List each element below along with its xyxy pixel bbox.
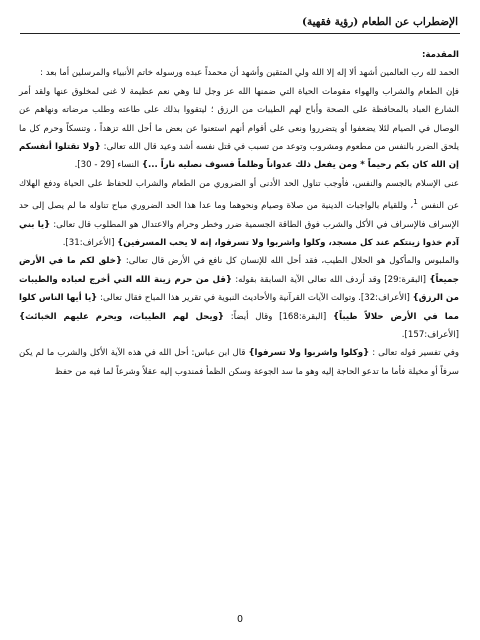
text-run: [البقرة:168] وقال أيضاً:: [224, 311, 334, 322]
paragraph: [19, 344, 459, 381]
text-run: عنى الإسلام بالجسم والنفس، فأوجب تناول الحد الأدنى أو الضروري من الطعام والشراب للحفاظ على الحياة ودفع الهلاك عن النفس: [19, 178, 459, 212]
paragraph: [19, 175, 459, 252]
quran-quote: {قل من حرم زينة الله التي أخرج لعباده والطيبات من الرزق}: [19, 274, 459, 304]
quran-quote: {يا أيها الناس كلوا مما في الأرض حلالاً طيباً}: [19, 293, 460, 322]
quran-quote: {يا بني آدم خذوا زينتكم عند كل مسجد، وكلوا واشربوا ولا تسرفوا، إنه لا يحب المسرفين}: [19, 219, 459, 248]
text-run: الحمد لله رب العالمين أشهد ألا إله إلا الله ولي المتقين وأشهد أن محمداً عبده ورسوله خاتم الأنبياء والمرسلين أما بعد :: [40, 68, 459, 79]
text-run: النساء [29 - 30].: [74, 160, 142, 171]
quran-quote: {وكلوا واشربوا ولا تسرفوا}: [248, 348, 370, 359]
text-run: ، وللقيام بالواجبات الدينية من صلاة وصيام ونحوهما وما عدا هذا الحد الضروري مباح تناوله ما لم يصل إلى حد الإسراف فالإسراف في الأكل والشرب فوق الطاقة الجسمية ضرر وخطر وحرام والاعتدال هو المطلوب قال تعالى:: [19, 201, 459, 230]
text-run: [الأعراف:157].: [401, 329, 459, 340]
paragraph: [19, 252, 459, 344]
text-run: فإن الطعام والشراب والهواء مقومات الحياة التي ضمنها الله عز وجل لنا وهي نعم عظيمة لا غنى لمخلوق عنها ولقد أمر الشارع العباد بالمحافظة على الصحة وأباح لهم الطيبات من الرزق ؛ ليتقووا بذلك على طاعته وطلب مرضاته ونهاهم عن الوصال في الصيام لئلا يضعفوا أو يتضرروا ونعى على أقوام أنهم استعنوا عن بعض ما أحل الله تزهداً ، وتنسكاً وحرم كل ما يلحق الضرر بالنفس من مطعوم ومشروب وتوعد من تسبب في قتل نفسه أشد وعيد قال الله تعالى:: [19, 86, 459, 153]
text-run: قال ابن عباس: أحل الله في هذه الآية الأكل والشرب ما لم يكن سرفاً أو مخيلة فأما ما تدعو الحاجة إليه وهو ما سد الجوعة وسكن الظمأ فمندوب إليه عقلاً وشرعاً لما فيه من حفظ: [19, 348, 459, 377]
text-run: [الأعراف:31].: [62, 237, 118, 248]
text-run: [الأعراف:32]. وتوالت الآيات القرآنية والأحاديث النبوية في تقرير هذا المباح فقال تعالى:: [97, 293, 413, 304]
footnote-marker: 1: [413, 197, 418, 207]
text-run: وفي تفسير قوله تعالى :: [369, 348, 459, 359]
section-heading: المقدمة:: [421, 50, 459, 60]
text-run: [البقرة:29] وقد أردف الله تعالى الآية السابقة بقوله:: [231, 274, 430, 285]
header-rule: [20, 33, 460, 34]
paragraphs: [19, 64, 459, 381]
body-text: [19, 46, 459, 381]
quran-quote: {ويحل لهم الطيبات، ويحرم عليهم الخبائث}: [19, 311, 225, 322]
quran-quote: {خلق لكم ما في الأرض جميعاً}: [19, 256, 459, 285]
running-head: الإضطراب عن الطعام (رؤية فقهية): [301, 16, 458, 28]
page-number: 0: [236, 614, 244, 625]
quran-quote: {ولا تقتلوا أنفسكم إن الله كان بكم رحيماً * ومن يفعل ذلك عدواناً وظلماً فسوف نصليه ناراً ...}: [19, 142, 459, 171]
text-run: والملبوس والمأكول هو الحلال الطيب، فقد أحل الله للإنسان كل نافع في الأرض قال تعالى:: [122, 256, 459, 267]
paragraph: [19, 83, 459, 175]
paragraph: [19, 64, 459, 82]
